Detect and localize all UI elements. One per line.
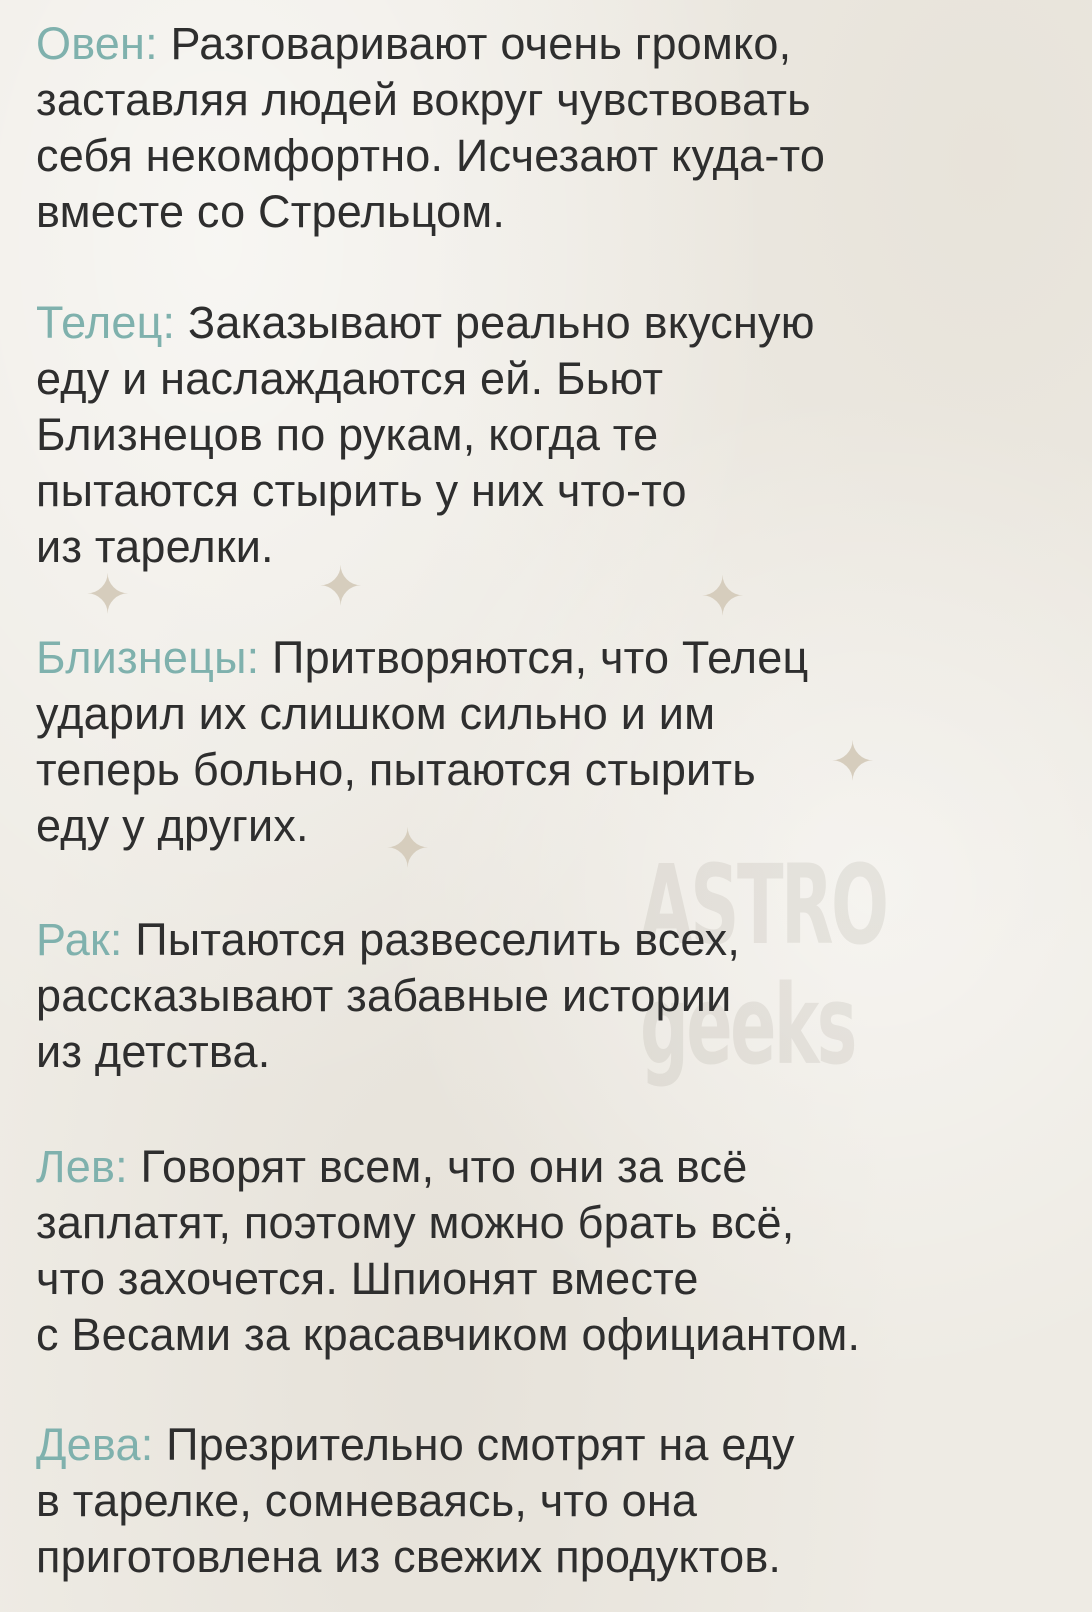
star-decoration-icon: ✦ xyxy=(318,555,364,618)
star-decoration-icon: ✦ xyxy=(385,817,431,880)
sign-label: Рак: xyxy=(36,914,123,965)
entry-text: Говорят всем, что они за всё заплатят, поэтому можно брать всё, что захочется. Шпионят вместе с Весами за красавчиком официантом. xyxy=(36,1141,861,1360)
sign-label: Телец: xyxy=(36,297,176,348)
watermark-line-2: geeks xyxy=(640,961,855,1089)
entry-taurus xyxy=(36,295,1066,575)
entry-text: Презрительно смотрят на еду в тарелке, сомневаясь, что она приготовлена из свежих продуктов. xyxy=(36,1419,795,1582)
entry-text: Пытаются развеселить всех, рассказывают забавные истории из детства. xyxy=(36,914,741,1077)
sign-label: Близнецы: xyxy=(36,632,260,683)
entry-text: Притворяются, что Телец ударил их слишком сильно и им теперь больно, пытаются стырить еду у других. xyxy=(36,632,809,851)
entry-aries xyxy=(36,16,1066,240)
star-decoration-icon: ✦ xyxy=(85,563,131,626)
sign-label: Овен: xyxy=(36,18,158,69)
entry-gemini xyxy=(36,630,1066,854)
sign-label: Лев: xyxy=(36,1141,128,1192)
star-decoration-icon: ✦ xyxy=(830,730,876,793)
entry-text: Разговаривают очень громко, заставляя людей вокруг чувствовать себя некомфортно. Исчезают куда-то вместе со Стрельцом. xyxy=(36,18,826,237)
watermark-line-1: ASTRO xyxy=(640,841,887,969)
entry-virgo xyxy=(36,1417,1066,1585)
star-decoration-icon: ✦ xyxy=(700,565,746,628)
entry-text: Заказывают реально вкусную еду и наслаждаются ей. Бьют Близнецов по рукам, когда те пытаются стырить у них что-то из тарелки. xyxy=(36,297,815,572)
sign-label: Дева: xyxy=(36,1419,154,1470)
entry-cancer xyxy=(36,912,1066,1089)
entry-leo xyxy=(36,1139,1066,1363)
